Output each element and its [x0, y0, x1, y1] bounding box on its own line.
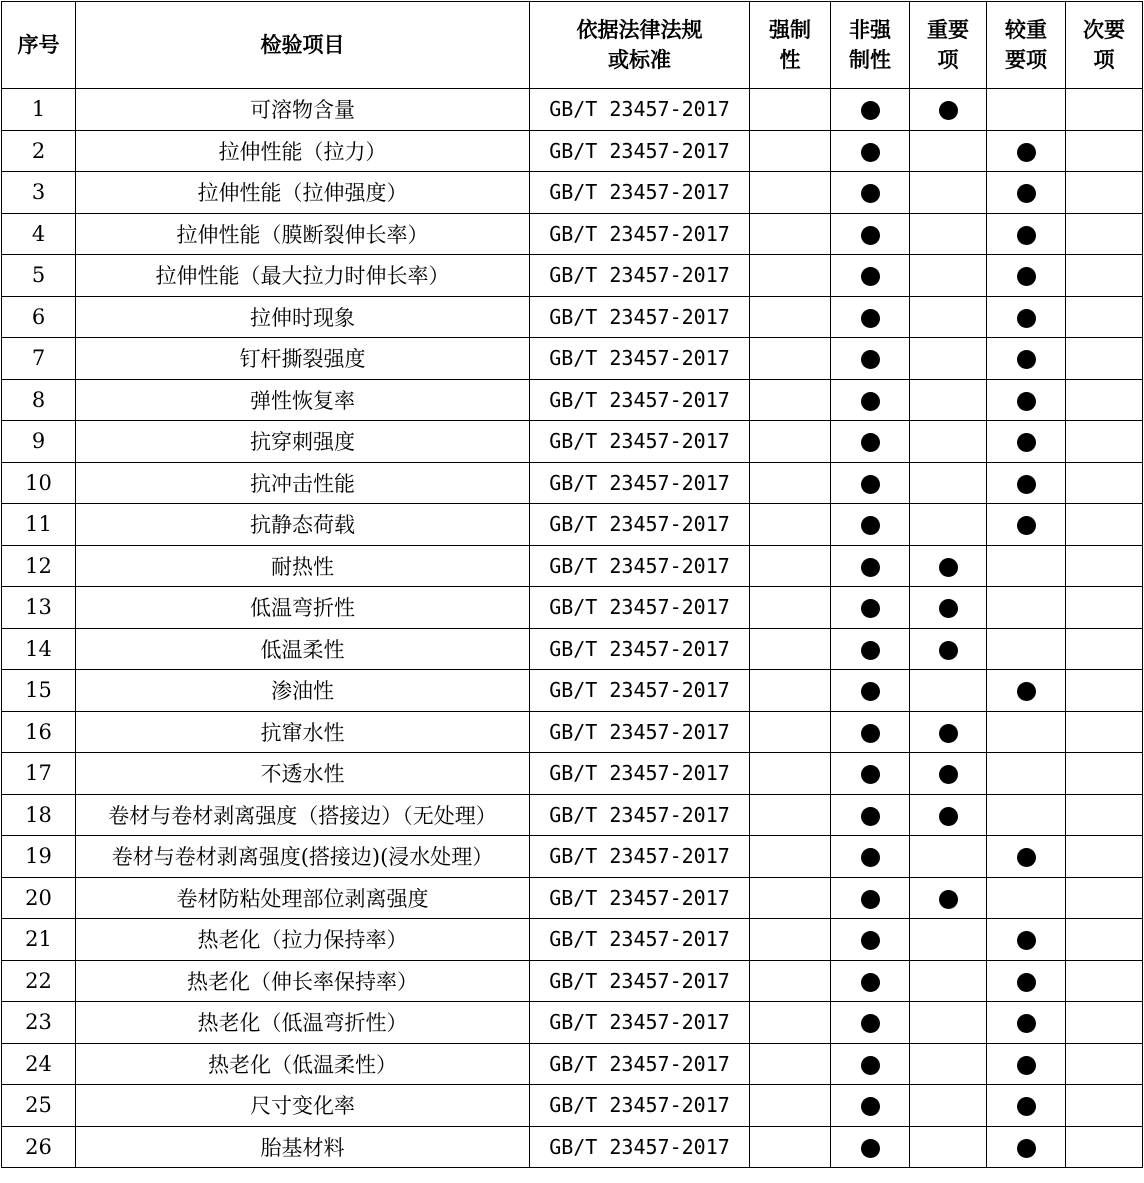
- filled-circle-icon: [939, 599, 958, 618]
- filled-circle-icon: [861, 807, 880, 826]
- cell-item: 抗穿刺强度: [76, 421, 530, 463]
- filled-circle-icon: [861, 724, 880, 743]
- cell-seq: 22: [2, 960, 76, 1002]
- cell-fairly-important: [987, 753, 1066, 795]
- filled-circle-icon: [861, 226, 880, 245]
- cell-important: [910, 130, 987, 172]
- cell-non-mandatory: [831, 711, 910, 753]
- cell-minor: [1066, 379, 1143, 421]
- cell-non-mandatory: [831, 379, 910, 421]
- cell-minor: [1066, 919, 1143, 961]
- table-row: [2, 213, 1143, 255]
- cell-seq: 18: [2, 794, 76, 836]
- cell-standard: GB/T 23457-2017: [530, 89, 750, 131]
- table-row: [2, 89, 1143, 131]
- table-row: [2, 711, 1143, 753]
- cell-item: 胎基材料: [76, 1126, 530, 1168]
- cell-important: [910, 836, 987, 878]
- cell-seq: 11: [2, 504, 76, 546]
- cell-fairly-important: [987, 1002, 1066, 1044]
- cell-non-mandatory: [831, 960, 910, 1002]
- cell-mandatory: [750, 877, 831, 919]
- filled-circle-icon: [1017, 267, 1036, 286]
- header-seq: 序号: [2, 2, 76, 89]
- table-header-row: [2, 2, 1143, 89]
- table-row: [2, 1085, 1143, 1127]
- cell-item: 热老化（低温弯折性）: [76, 1002, 530, 1044]
- table-row: [2, 1043, 1143, 1085]
- filled-circle-icon: [861, 433, 880, 452]
- cell-non-mandatory: [831, 545, 910, 587]
- cell-important: [910, 462, 987, 504]
- cell-non-mandatory: [831, 753, 910, 795]
- cell-mandatory: [750, 1043, 831, 1085]
- cell-minor: [1066, 628, 1143, 670]
- cell-item: 抗静态荷载: [76, 504, 530, 546]
- cell-minor: [1066, 1002, 1143, 1044]
- header-fairly-important: 较重 要项: [987, 2, 1066, 89]
- cell-fairly-important: [987, 421, 1066, 463]
- table-row: [2, 462, 1143, 504]
- cell-minor: [1066, 338, 1143, 380]
- cell-fairly-important: [987, 919, 1066, 961]
- filled-circle-icon: [861, 765, 880, 784]
- cell-non-mandatory: [831, 877, 910, 919]
- cell-non-mandatory: [831, 794, 910, 836]
- table-row: [2, 379, 1143, 421]
- cell-minor: [1066, 255, 1143, 297]
- cell-item: 拉伸性能（拉伸强度）: [76, 172, 530, 214]
- cell-seq: 3: [2, 172, 76, 214]
- cell-non-mandatory: [831, 296, 910, 338]
- cell-item: 渗油性: [76, 670, 530, 712]
- filled-circle-icon: [861, 558, 880, 577]
- filled-circle-icon: [939, 641, 958, 660]
- filled-circle-icon: [861, 267, 880, 286]
- header-important: 重要 项: [910, 2, 987, 89]
- cell-seq: 26: [2, 1126, 76, 1168]
- cell-important: [910, 421, 987, 463]
- table-row: [2, 836, 1143, 878]
- cell-mandatory: [750, 836, 831, 878]
- cell-item: 卷材与卷材剥离强度(搭接边)(浸水处理）: [76, 836, 530, 878]
- filled-circle-icon: [1017, 848, 1036, 867]
- filled-circle-icon: [939, 558, 958, 577]
- cell-mandatory: [750, 628, 831, 670]
- cell-fairly-important: [987, 504, 1066, 546]
- cell-minor: [1066, 421, 1143, 463]
- cell-non-mandatory: [831, 130, 910, 172]
- cell-minor: [1066, 545, 1143, 587]
- cell-fairly-important: [987, 587, 1066, 629]
- cell-fairly-important: [987, 1043, 1066, 1085]
- cell-non-mandatory: [831, 1126, 910, 1168]
- cell-seq: 2: [2, 130, 76, 172]
- cell-item: 热老化（伸长率保持率）: [76, 960, 530, 1002]
- cell-fairly-important: [987, 877, 1066, 919]
- cell-standard: GB/T 23457-2017: [530, 1002, 750, 1044]
- filled-circle-icon: [861, 1139, 880, 1158]
- cell-standard: GB/T 23457-2017: [530, 960, 750, 1002]
- cell-standard: GB/T 23457-2017: [530, 213, 750, 255]
- filled-circle-icon: [861, 1097, 880, 1116]
- cell-important: [910, 877, 987, 919]
- cell-standard: GB/T 23457-2017: [530, 172, 750, 214]
- table-row: [2, 1126, 1143, 1168]
- cell-non-mandatory: [831, 587, 910, 629]
- cell-standard: GB/T 23457-2017: [530, 421, 750, 463]
- cell-important: [910, 296, 987, 338]
- cell-important: [910, 213, 987, 255]
- cell-minor: [1066, 587, 1143, 629]
- cell-mandatory: [750, 172, 831, 214]
- table-row: [2, 255, 1143, 297]
- cell-seq: 15: [2, 670, 76, 712]
- cell-important: [910, 89, 987, 131]
- cell-mandatory: [750, 462, 831, 504]
- filled-circle-icon: [939, 765, 958, 784]
- cell-important: [910, 628, 987, 670]
- filled-circle-icon: [1017, 309, 1036, 328]
- cell-fairly-important: [987, 960, 1066, 1002]
- cell-item: 钉杆撕裂强度: [76, 338, 530, 380]
- cell-mandatory: [750, 545, 831, 587]
- cell-fairly-important: [987, 1126, 1066, 1168]
- cell-item: 抗窜水性: [76, 711, 530, 753]
- cell-fairly-important: [987, 670, 1066, 712]
- cell-item: 尺寸变化率: [76, 1085, 530, 1127]
- table-row: [2, 545, 1143, 587]
- cell-mandatory: [750, 1126, 831, 1168]
- filled-circle-icon: [1017, 143, 1036, 162]
- cell-important: [910, 587, 987, 629]
- filled-circle-icon: [1017, 1014, 1036, 1033]
- cell-fairly-important: [987, 545, 1066, 587]
- cell-standard: GB/T 23457-2017: [530, 462, 750, 504]
- cell-non-mandatory: [831, 628, 910, 670]
- filled-circle-icon: [939, 724, 958, 743]
- cell-standard: GB/T 23457-2017: [530, 670, 750, 712]
- cell-non-mandatory: [831, 504, 910, 546]
- cell-item: 弹性恢复率: [76, 379, 530, 421]
- cell-item: 热老化（拉力保持率）: [76, 919, 530, 961]
- cell-standard: GB/T 23457-2017: [530, 1126, 750, 1168]
- filled-circle-icon: [861, 682, 880, 701]
- filled-circle-icon: [1017, 973, 1036, 992]
- filled-circle-icon: [939, 890, 958, 909]
- header-mandatory: 强制 性: [750, 2, 831, 89]
- cell-important: [910, 960, 987, 1002]
- cell-mandatory: [750, 379, 831, 421]
- cell-important: [910, 379, 987, 421]
- table-row: [2, 753, 1143, 795]
- cell-standard: GB/T 23457-2017: [530, 587, 750, 629]
- cell-minor: [1066, 877, 1143, 919]
- cell-minor: [1066, 172, 1143, 214]
- cell-mandatory: [750, 338, 831, 380]
- cell-mandatory: [750, 794, 831, 836]
- cell-fairly-important: [987, 628, 1066, 670]
- table-row: [2, 794, 1143, 836]
- cell-non-mandatory: [831, 213, 910, 255]
- cell-item: 耐热性: [76, 545, 530, 587]
- cell-minor: [1066, 296, 1143, 338]
- cell-non-mandatory: [831, 89, 910, 131]
- cell-seq: 17: [2, 753, 76, 795]
- filled-circle-icon: [1017, 226, 1036, 245]
- cell-fairly-important: [987, 213, 1066, 255]
- cell-standard: GB/T 23457-2017: [530, 1085, 750, 1127]
- cell-standard: GB/T 23457-2017: [530, 753, 750, 795]
- cell-item: 抗冲击性能: [76, 462, 530, 504]
- cell-minor: [1066, 89, 1143, 131]
- cell-seq: 6: [2, 296, 76, 338]
- table-row: [2, 504, 1143, 546]
- cell-important: [910, 172, 987, 214]
- cell-seq: 13: [2, 587, 76, 629]
- cell-minor: [1066, 794, 1143, 836]
- cell-minor: [1066, 213, 1143, 255]
- cell-mandatory: [750, 960, 831, 1002]
- table-row: [2, 1002, 1143, 1044]
- cell-mandatory: [750, 1085, 831, 1127]
- filled-circle-icon: [1017, 1139, 1036, 1158]
- header-minor: 次要 项: [1066, 2, 1143, 89]
- cell-minor: [1066, 462, 1143, 504]
- filled-circle-icon: [861, 973, 880, 992]
- cell-mandatory: [750, 255, 831, 297]
- filled-circle-icon: [861, 101, 880, 120]
- cell-fairly-important: [987, 836, 1066, 878]
- cell-standard: GB/T 23457-2017: [530, 919, 750, 961]
- filled-circle-icon: [861, 890, 880, 909]
- cell-mandatory: [750, 421, 831, 463]
- table-row: [2, 877, 1143, 919]
- filled-circle-icon: [861, 350, 880, 369]
- cell-standard: GB/T 23457-2017: [530, 504, 750, 546]
- filled-circle-icon: [1017, 682, 1036, 701]
- cell-fairly-important: [987, 1085, 1066, 1127]
- cell-important: [910, 670, 987, 712]
- filled-circle-icon: [1017, 433, 1036, 452]
- cell-non-mandatory: [831, 255, 910, 297]
- cell-important: [910, 753, 987, 795]
- table-row: [2, 296, 1143, 338]
- cell-standard: GB/T 23457-2017: [530, 130, 750, 172]
- header-standard: 依据法律法规 或标准: [530, 2, 750, 89]
- filled-circle-icon: [861, 641, 880, 660]
- table-row: [2, 587, 1143, 629]
- cell-seq: 21: [2, 919, 76, 961]
- filled-circle-icon: [1017, 475, 1036, 494]
- filled-circle-icon: [861, 143, 880, 162]
- cell-fairly-important: [987, 462, 1066, 504]
- cell-fairly-important: [987, 794, 1066, 836]
- cell-item: 卷材防粘处理部位剥离强度: [76, 877, 530, 919]
- cell-item: 拉伸性能（膜断裂伸长率）: [76, 213, 530, 255]
- cell-mandatory: [750, 670, 831, 712]
- table-row: [2, 172, 1143, 214]
- cell-minor: [1066, 130, 1143, 172]
- cell-seq: 7: [2, 338, 76, 380]
- filled-circle-icon: [1017, 184, 1036, 203]
- cell-non-mandatory: [831, 836, 910, 878]
- cell-seq: 1: [2, 89, 76, 131]
- filled-circle-icon: [1017, 931, 1036, 950]
- cell-non-mandatory: [831, 172, 910, 214]
- cell-seq: 19: [2, 836, 76, 878]
- cell-non-mandatory: [831, 1002, 910, 1044]
- cell-mandatory: [750, 89, 831, 131]
- filled-circle-icon: [939, 807, 958, 826]
- cell-mandatory: [750, 213, 831, 255]
- table-row: [2, 670, 1143, 712]
- cell-item: 可溶物含量: [76, 89, 530, 131]
- cell-standard: GB/T 23457-2017: [530, 338, 750, 380]
- cell-minor: [1066, 670, 1143, 712]
- cell-fairly-important: [987, 89, 1066, 131]
- cell-important: [910, 1085, 987, 1127]
- table-row: [2, 919, 1143, 961]
- cell-item: 低温柔性: [76, 628, 530, 670]
- filled-circle-icon: [861, 848, 880, 867]
- cell-standard: GB/T 23457-2017: [530, 877, 750, 919]
- cell-standard: GB/T 23457-2017: [530, 628, 750, 670]
- cell-mandatory: [750, 1002, 831, 1044]
- cell-important: [910, 338, 987, 380]
- cell-standard: GB/T 23457-2017: [530, 836, 750, 878]
- filled-circle-icon: [861, 516, 880, 535]
- cell-important: [910, 1043, 987, 1085]
- cell-minor: [1066, 1126, 1143, 1168]
- cell-minor: [1066, 960, 1143, 1002]
- cell-seq: 8: [2, 379, 76, 421]
- cell-fairly-important: [987, 711, 1066, 753]
- table-row: [2, 130, 1143, 172]
- filled-circle-icon: [1017, 350, 1036, 369]
- table-row: [2, 421, 1143, 463]
- cell-seq: 10: [2, 462, 76, 504]
- filled-circle-icon: [1017, 1056, 1036, 1075]
- cell-important: [910, 711, 987, 753]
- cell-important: [910, 919, 987, 961]
- cell-item: 拉伸性能（拉力）: [76, 130, 530, 172]
- cell-item: 拉伸性能（最大拉力时伸长率）: [76, 255, 530, 297]
- cell-important: [910, 1002, 987, 1044]
- cell-fairly-important: [987, 172, 1066, 214]
- filled-circle-icon: [861, 184, 880, 203]
- cell-fairly-important: [987, 255, 1066, 297]
- cell-non-mandatory: [831, 1043, 910, 1085]
- cell-seq: 12: [2, 545, 76, 587]
- cell-standard: GB/T 23457-2017: [530, 379, 750, 421]
- cell-important: [910, 255, 987, 297]
- cell-standard: GB/T 23457-2017: [530, 255, 750, 297]
- cell-standard: GB/T 23457-2017: [530, 794, 750, 836]
- filled-circle-icon: [861, 309, 880, 328]
- header-non-mandatory: 非强 制性: [831, 2, 910, 89]
- cell-non-mandatory: [831, 338, 910, 380]
- inspection-items-table: [1, 1, 1143, 1168]
- cell-non-mandatory: [831, 919, 910, 961]
- cell-item: 热老化（低温柔性）: [76, 1043, 530, 1085]
- cell-item: 拉伸时现象: [76, 296, 530, 338]
- cell-seq: 23: [2, 1002, 76, 1044]
- cell-mandatory: [750, 504, 831, 546]
- cell-seq: 16: [2, 711, 76, 753]
- cell-seq: 25: [2, 1085, 76, 1127]
- filled-circle-icon: [1017, 516, 1036, 535]
- cell-important: [910, 504, 987, 546]
- cell-minor: [1066, 836, 1143, 878]
- cell-mandatory: [750, 130, 831, 172]
- cell-mandatory: [750, 919, 831, 961]
- cell-important: [910, 1126, 987, 1168]
- cell-fairly-important: [987, 379, 1066, 421]
- cell-fairly-important: [987, 338, 1066, 380]
- cell-seq: 20: [2, 877, 76, 919]
- filled-circle-icon: [861, 599, 880, 618]
- filled-circle-icon: [861, 1014, 880, 1033]
- cell-minor: [1066, 753, 1143, 795]
- cell-seq: 24: [2, 1043, 76, 1085]
- filled-circle-icon: [861, 392, 880, 411]
- filled-circle-icon: [861, 931, 880, 950]
- cell-standard: GB/T 23457-2017: [530, 296, 750, 338]
- cell-mandatory: [750, 753, 831, 795]
- cell-non-mandatory: [831, 670, 910, 712]
- table-body: [2, 89, 1143, 1168]
- cell-item: 不透水性: [76, 753, 530, 795]
- cell-minor: [1066, 1043, 1143, 1085]
- table-row: [2, 628, 1143, 670]
- cell-mandatory: [750, 711, 831, 753]
- cell-minor: [1066, 1085, 1143, 1127]
- cell-standard: GB/T 23457-2017: [530, 711, 750, 753]
- cell-seq: 4: [2, 213, 76, 255]
- filled-circle-icon: [1017, 392, 1036, 411]
- cell-item: 低温弯折性: [76, 587, 530, 629]
- cell-mandatory: [750, 296, 831, 338]
- filled-circle-icon: [861, 475, 880, 494]
- cell-mandatory: [750, 587, 831, 629]
- cell-non-mandatory: [831, 462, 910, 504]
- cell-seq: 14: [2, 628, 76, 670]
- cell-important: [910, 545, 987, 587]
- cell-seq: 5: [2, 255, 76, 297]
- cell-item: 卷材与卷材剥离强度（搭接边）（无处理）: [76, 794, 530, 836]
- cell-important: [910, 794, 987, 836]
- cell-non-mandatory: [831, 421, 910, 463]
- cell-fairly-important: [987, 296, 1066, 338]
- cell-fairly-important: [987, 130, 1066, 172]
- cell-standard: GB/T 23457-2017: [530, 545, 750, 587]
- cell-non-mandatory: [831, 1085, 910, 1127]
- filled-circle-icon: [939, 101, 958, 120]
- cell-seq: 9: [2, 421, 76, 463]
- filled-circle-icon: [861, 1056, 880, 1075]
- cell-minor: [1066, 504, 1143, 546]
- cell-minor: [1066, 711, 1143, 753]
- table-row: [2, 960, 1143, 1002]
- filled-circle-icon: [1017, 1097, 1036, 1116]
- table-row: [2, 338, 1143, 380]
- header-item: 检验项目: [76, 2, 530, 89]
- cell-standard: GB/T 23457-2017: [530, 1043, 750, 1085]
